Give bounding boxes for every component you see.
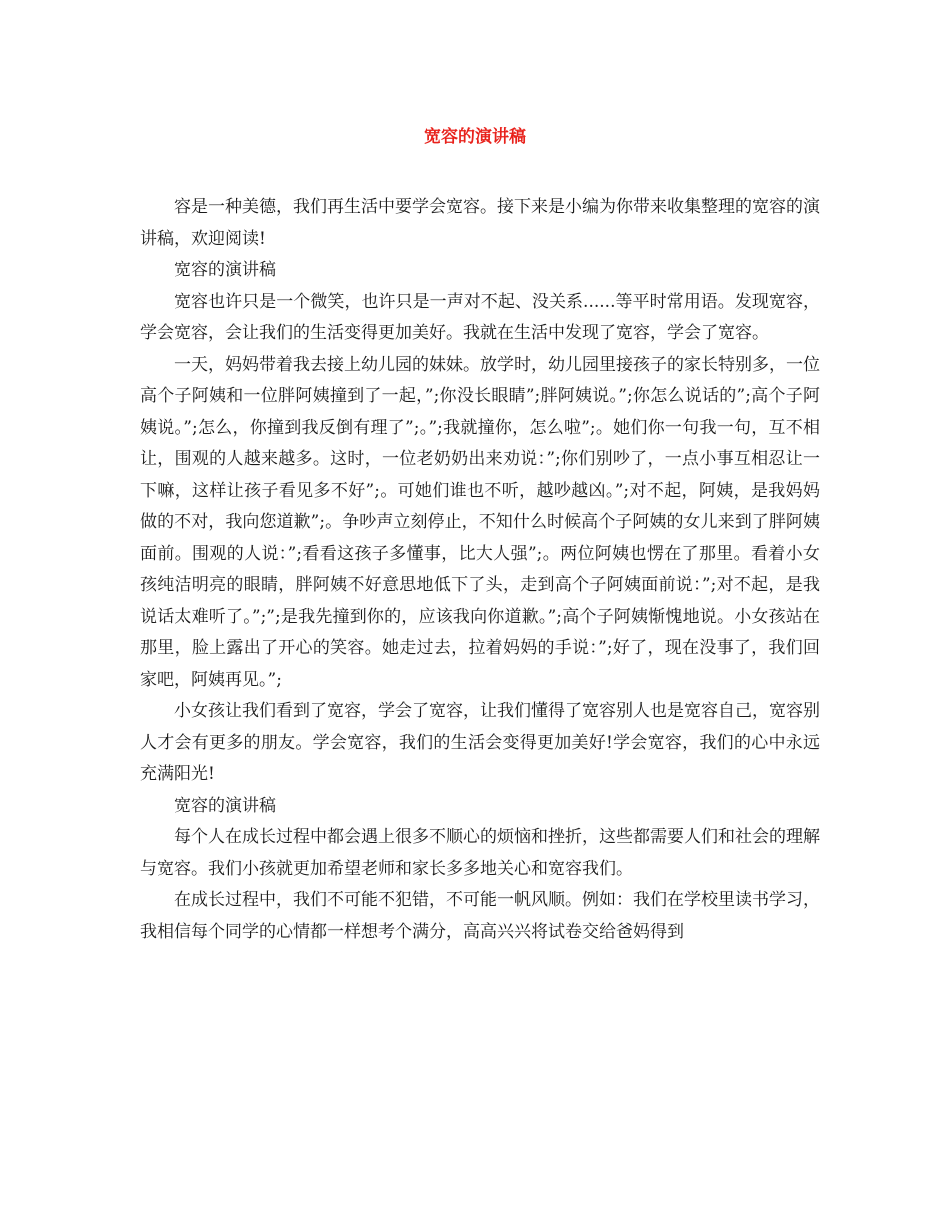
section-heading: 宽容的演讲稿: [174, 260, 276, 280]
paragraph: 在成长过程中，我们不可能不犯错，不可能一帆风顺。例如：我们在学校里读书学习，我相信每个同学的心情都一样想考个满分，高高兴兴将试卷交给爸妈得到: [140, 890, 820, 942]
paragraph: 一天，妈妈带着我去接上幼儿园的妹妹。放学时，幼儿园里接孩子的家长特别多，一位高个子阿姨和一位胖阿姨撞到了一起，”;你没长眼睛”;胖阿姨说。”;你怎么说话的”;高个子阿姨说。”;怎么，你撞到我反倒有理了”;。”;我就撞你，怎么啦”;。她们你一句我一句，互不相让，围观的人越来越多。这时，一位老奶奶出来劝说：”;你们别吵了，一点小事互相忍让一下嘛，这样让孩子看见多不好”;。可她们谁也不听，越吵越凶。”;对不起，阿姨，是我妈妈做的不对，我向您道歉”;。争吵声立刻停止，不知什么时候高个子阿姨的女儿来到了胖阿姨面前。围观的人说：”;看看这孩子多懂事，比大人强”;。两位阿姨也愣在了那里。看着小女孩纯洁明亮的眼睛，胖阿姨不好意思地低下了头，走到高个子阿姨面前说：”;对不起，是我说话太难听了。”;”;是我先撞到你的，应该我向你道歉。”;高个子阿姨惭愧地说。小女孩站在那里，脸上露出了开心的笑容。她走过去，拉着妈妈的手说：”;好了，现在没事了，我们回家吧，阿姨再见。”;: [140, 354, 820, 690]
document-body: [140, 192, 820, 948]
paragraph: 每个人在成长过程中都会遇上很多不顺心的烦恼和挫折，这些都需要人们和社会的理解与宽容。我们小孩就更加希望老师和家长多多地关心和宽容我们。: [140, 827, 820, 879]
document-title: 宽容的演讲稿: [424, 127, 526, 147]
paragraph: 宽容也许只是一个微笑，也许只是一声对不起、没关系......等平时常用语。发现宽容，学会宽容，会让我们的生活变得更加美好。我就在生活中发现了宽容，学会了宽容。: [140, 291, 820, 343]
paragraph: 小女孩让我们看到了宽容，学会了宽容，让我们懂得了宽容别人也是宽容自己，宽容别人才会有更多的朋友。学会宽容，我们的生活会变得更加美好!学会宽容，我们的心中永远充满阳光!: [140, 701, 820, 784]
section-heading: 宽容的演讲稿: [174, 795, 276, 816]
paragraph-intro: 容是一种美德，我们再生活中要学会宽容。接下来是小编为你带来收集整理的宽容的演讲稿，欢迎阅读!: [140, 197, 820, 249]
